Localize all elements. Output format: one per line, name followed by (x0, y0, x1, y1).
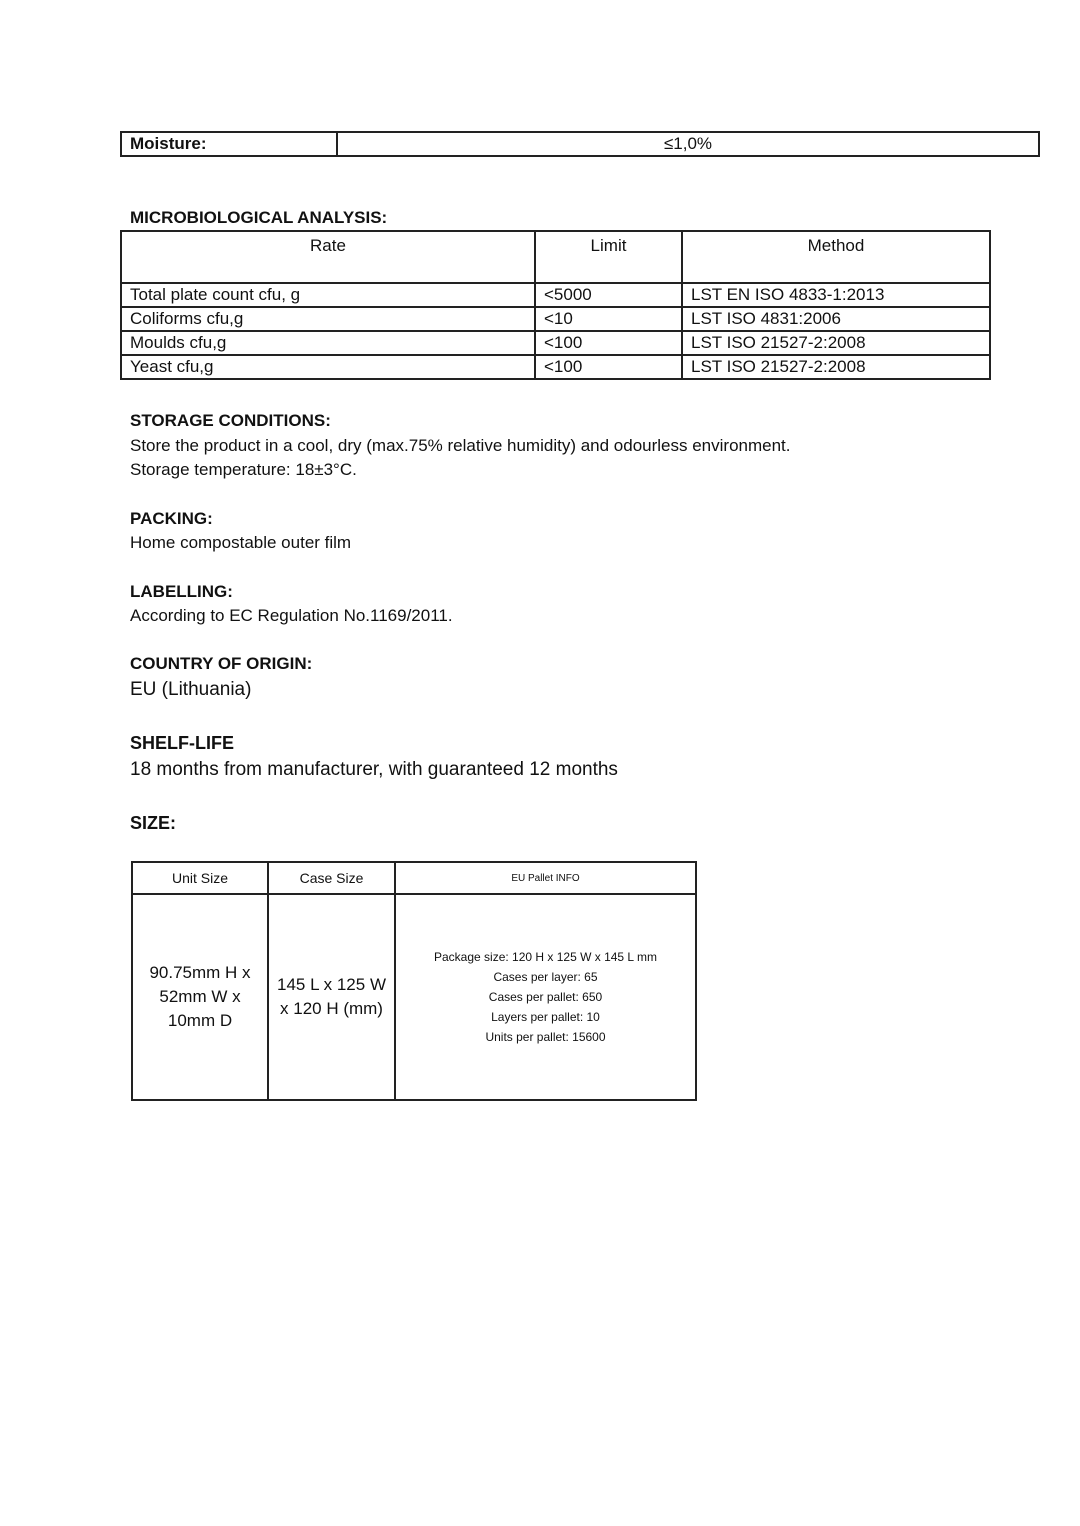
moisture-table (120, 131, 1040, 157)
storage-line-1: Store the product in a cool, dry (max.75% relative humidity) and odourless environment. (130, 436, 791, 455)
micro-limit: <100 (535, 331, 682, 355)
micro-method: LST ISO 21527-2:2008 (682, 331, 990, 355)
micro-limit: <5000 (535, 283, 682, 307)
size-header-row (132, 862, 696, 894)
unit-size-cell (132, 894, 268, 1100)
micro-method: LST ISO 4831:2006 (682, 307, 990, 331)
micro-header-limit: Limit (535, 231, 682, 283)
case-size-line: x 120 H (mm) (280, 999, 383, 1018)
micro-title: MICROBIOLOGICAL ANALYSIS: (130, 208, 388, 227)
pallet-info-line: Cases per pallet: 650 (488, 990, 603, 1004)
micro-header-rate: Rate (121, 231, 535, 283)
moisture-row (121, 132, 1039, 156)
origin-text: EU (Lithuania) (130, 679, 252, 700)
unit-size-line: 90.75mm H x (149, 963, 251, 982)
table-row (121, 355, 990, 379)
moisture-value: ≤1,0% (337, 132, 1039, 156)
size-table (131, 861, 697, 1101)
origin-title: COUNTRY OF ORIGIN: (130, 654, 313, 673)
storage-line-2: Storage temperature: 18±3°C. (130, 460, 357, 479)
size-header-pallet: EU Pallet INFO (395, 862, 696, 894)
unit-size-line: 10mm D (167, 1011, 233, 1030)
table-row (121, 283, 990, 307)
size-header-case: Case Size (268, 862, 395, 894)
moisture-label: Moisture: (121, 132, 337, 156)
unit-size-line: 52mm W x (159, 987, 241, 1006)
pallet-info-line: Cases per layer: 65 (493, 970, 598, 984)
size-row (132, 894, 696, 1100)
micro-rate: Total plate count cfu, g (121, 283, 535, 307)
micro-rate: Yeast cfu,g (121, 355, 535, 379)
storage-title: STORAGE CONDITIONS: (130, 411, 331, 430)
packing-text: Home compostable outer film (130, 533, 352, 552)
micro-header-row (121, 231, 990, 283)
micro-table (120, 230, 991, 380)
micro-method: LST ISO 21527-2:2008 (682, 355, 990, 379)
size-header-unit: Unit Size (132, 862, 268, 894)
case-size-cell (268, 894, 395, 1100)
pallet-info-line: Package size: 120 H x 125 W x 145 L mm (434, 950, 657, 964)
micro-rate: Moulds cfu,g (121, 331, 535, 355)
packing-title: PACKING: (130, 509, 213, 528)
micro-limit: <100 (535, 355, 682, 379)
labelling-text: According to EC Regulation No.1169/2011. (130, 606, 453, 625)
case-size-line: 145 L x 125 W (277, 975, 386, 994)
shelf-text: 18 months from manufacturer, with guaranteed 12 months (130, 759, 618, 780)
micro-rate: Coliforms cfu,g (121, 307, 535, 331)
table-row (121, 307, 990, 331)
micro-limit: <10 (535, 307, 682, 331)
pallet-info-line: Units per pallet: 15600 (485, 1030, 606, 1044)
table-row (121, 331, 990, 355)
micro-header-method: Method (682, 231, 990, 283)
micro-method: LST EN ISO 4833-1:2013 (682, 283, 990, 307)
shelf-title: SHELF-LIFE (130, 733, 234, 753)
pallet-info-line: Layers per pallet: 10 (491, 1010, 600, 1024)
labelling-title: LABELLING: (130, 582, 233, 601)
pallet-info-cell (395, 894, 696, 1100)
size-title: SIZE: (130, 813, 177, 833)
